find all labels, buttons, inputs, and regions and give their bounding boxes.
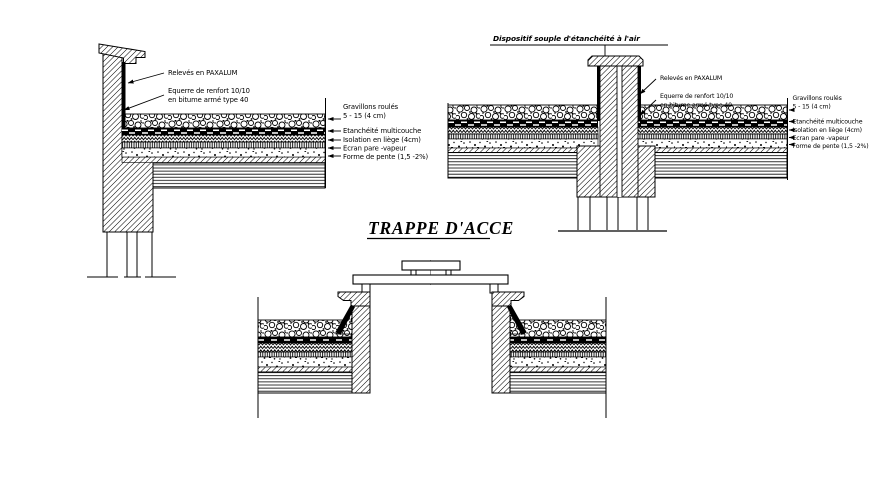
pipe-bore: [617, 66, 622, 197]
label-layer-etancheite: Etanchéité multicouche: [792, 118, 863, 126]
slab-band: [448, 148, 577, 153]
vent-cap: [588, 56, 643, 66]
cover-plate: [353, 275, 508, 284]
vapor-barrier-layer: [508, 352, 606, 357]
membrane-layer: [508, 337, 606, 343]
label-layer-ecran: Ecran pare -vapeur: [343, 144, 407, 153]
slab-band: [122, 157, 325, 163]
roof-layers-left: [448, 105, 598, 178]
hollow-core-floor: [153, 163, 325, 188]
paxalum-upstand: [122, 62, 126, 128]
roof-layers-right: [508, 308, 606, 393]
pipe-leg-right: [622, 66, 638, 197]
label-equerre-1: Equerre de renfort 10/10: [168, 87, 250, 95]
label-equerre-2: en bitume armé type 40: [168, 96, 249, 104]
vapor-barrier-layer: [634, 134, 787, 139]
hollow-core-floor: [655, 153, 787, 179]
label-equerre-2: en bitume armé type 40: [660, 102, 732, 109]
membrane-layer: [258, 337, 352, 343]
roof-layers-left: [258, 308, 352, 393]
membrane-layer: [448, 120, 598, 127]
slope-screed-layer: [634, 139, 787, 148]
vapor-barrier-layer: [448, 134, 598, 139]
slope-screed-layer: [448, 139, 598, 148]
label-layer-granulo: 5 - 15 (4 cm): [792, 103, 831, 111]
label-layer-forme: Forme de pente (1,5 -2%): [792, 143, 869, 150]
label-releves: Relevés en PAXALUM: [660, 75, 723, 82]
membrane-layer: [634, 120, 787, 127]
cork-insulation-layer: [634, 127, 787, 134]
label-equerre-1: Equerre de renfort 10/10: [660, 93, 734, 100]
cork-insulation-layer: [448, 127, 598, 134]
slope-screed-layer: [258, 357, 352, 367]
label-layer-forme: Forme de pente (1,5 -2%): [343, 153, 429, 161]
detail-title: Dispositif souple d'étanchéité à l'air: [493, 34, 640, 43]
hollow-core-floor: [258, 372, 352, 393]
slab-band: [258, 367, 352, 372]
label-layer-granulo: 5 - 15 (4 cm): [343, 112, 386, 120]
slab-band: [655, 148, 787, 153]
pipe-leg-left: [600, 66, 617, 197]
cork-insulation-layer: [508, 343, 606, 352]
vapor-barrier-layer: [258, 352, 352, 357]
cork-insulation-layer: [122, 135, 325, 142]
gravel-layer: [122, 114, 325, 128]
label-layer-etancheite: Etanchéité multicouche: [343, 127, 422, 135]
label-layer-isolation: Isolation en liège (4cm): [792, 127, 862, 134]
hollow-core-floor: [448, 153, 577, 179]
gravel-layer: [448, 105, 598, 120]
label-layer-ecran: Ecran pare -vapeur: [792, 135, 849, 142]
slope-screed-layer: [508, 357, 606, 367]
cover-handle: [402, 261, 460, 270]
label-layer-isolation: Isolation en liège (4cm): [343, 136, 421, 144]
label-layer-gravillons: Gravillons roulés: [792, 95, 842, 102]
slab-band: [508, 367, 606, 372]
roof-layers-right: [634, 105, 787, 178]
detail-title: TRAPPE D'ACCE: [368, 218, 515, 238]
membrane-layer: [122, 128, 325, 135]
hollow-core-floor: [508, 372, 606, 393]
label-releves: Relevés en PAXALUM: [168, 69, 238, 77]
vapor-barrier-layer: [122, 142, 325, 148]
membrane-upstand-left: [597, 66, 600, 121]
cork-insulation-layer: [258, 343, 352, 352]
slope-screed-layer: [122, 148, 325, 157]
label-layer-gravillons: Gravillons roulés: [343, 103, 399, 111]
